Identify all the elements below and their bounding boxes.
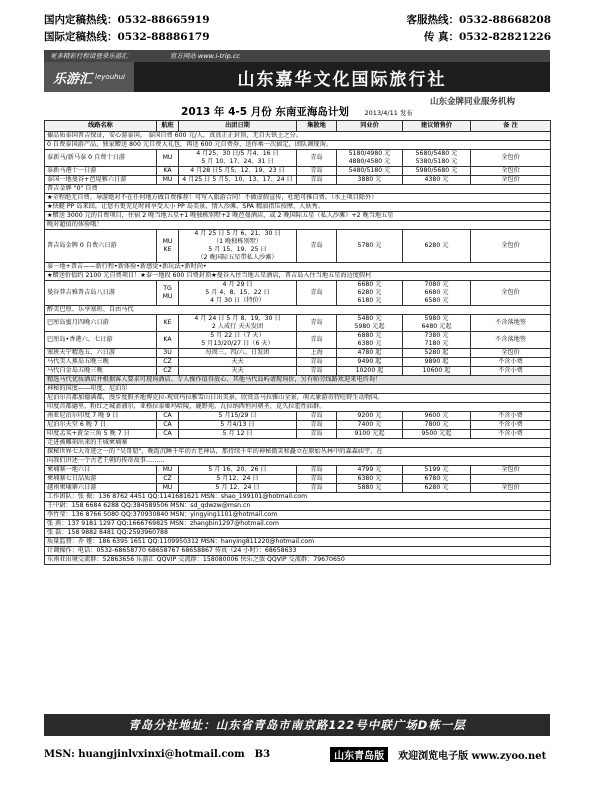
island-section-heading (45, 306, 551, 315)
table-row (45, 484, 551, 493)
route-name: 越南柬埔寨六日游 (45, 484, 157, 493)
trade-price: 4799 元 (337, 466, 403, 475)
flight-code: KA (157, 167, 179, 176)
phuket-bangkok-note-text: 泰一地+普吉——新行程•新体验•新感觉•新玩法•新时尚• (45, 263, 551, 272)
contact-line-text: 王中尉：158 6684 6288 QQ:384589506 MSN：sd_qdwzw@msn.cn (45, 502, 551, 511)
edition-badge: 山东青岛版 (330, 747, 388, 762)
contact-line (45, 547, 551, 556)
island-section-heading-text: 醉美巴厘、乐享塞班、自由马代 (45, 306, 551, 315)
retail-price: 9890 起 (403, 358, 471, 367)
cambodia-intro-note (45, 448, 551, 457)
flight-code: MU KE (157, 230, 179, 263)
flight-code: MU (157, 176, 179, 185)
departure-dates: 5 月15/29 日 (179, 412, 297, 421)
phuket-intro-note (45, 212, 551, 221)
footer-msn: MSN: huangjinlvxinxi@hotmail.com (44, 749, 245, 760)
departure-dates: 天天 (179, 367, 297, 376)
table-row (45, 332, 551, 349)
trade-price: 10200 起 (337, 367, 403, 376)
departure-dates: 5 月 22 日（7 天） 5 月13/20/27 日（6 天） (179, 332, 297, 349)
price-note: 全包价 (471, 484, 551, 493)
contact-line (45, 556, 551, 565)
route-name: 马代白金岛五晚三晚 (45, 367, 157, 376)
price-note: 不含小费 (471, 412, 551, 421)
flight-code: MU (157, 484, 179, 493)
cambodia-intro-note-text: 走进被雕刻出来的王城柬埔寨 (45, 439, 551, 448)
thai-intro-note (45, 141, 551, 150)
flight-code: 3U (157, 349, 179, 358)
price-note: 全包价 (471, 150, 551, 167)
trade-price: 4780 起 (337, 349, 403, 358)
banner-tagline-bar (44, 50, 550, 62)
departure-dates: 5 月 12、24 日 (179, 484, 297, 493)
price-note: 全包价 (471, 167, 551, 176)
table-row (45, 412, 551, 421)
international-hotline: 国际定稿热线：0532-88886179 (44, 31, 210, 43)
route-name: 塞班天宁精选五、六日游 (45, 349, 157, 358)
contact-line (45, 538, 551, 547)
flight-code: CA (157, 430, 179, 439)
trade-price: 5480 元 5980 元起 (337, 315, 403, 332)
page-title-text: 2013 年 4-5 月份 东南亚海岛计划 (181, 106, 349, 118)
retail-price: 7800 元 (403, 421, 471, 430)
publish-date: 2013/4/11 发布 (364, 109, 413, 117)
trade-price: 5780 元 (337, 230, 403, 263)
header-hub: 集散地 (297, 121, 337, 132)
trade-price: 9490 起 (337, 358, 403, 367)
thai-intro-note-text: 0 自费泰国游产品，独家赠送 800 元自费大礼包，再送 600 元自费券，送你乘一次搞定，团队调现询。 (45, 141, 551, 150)
thai-intro-note (45, 132, 551, 141)
price-note: 不含小费 (471, 421, 551, 430)
flight-code: CA (157, 421, 179, 430)
cambodia-intro-note (45, 439, 551, 448)
departure-dates: 4 月 29 日 5 月 4、8、15、22 日 4 月 30 日（特价） (179, 281, 297, 306)
footer-slogan: 欢迎浏览电子版 www.zyoo.net (398, 751, 547, 762)
table-row (45, 475, 551, 484)
departure-hub: 青岛 (297, 167, 337, 176)
phuket-bangkok-note-text: ★赠送价值约 2100 元自费项目！★泰一地段 600 自费封顶★曼谷入住当地五星酒店，普吉岛入住当地五星海边度假村 (45, 272, 551, 281)
phuket-bangkok-note (45, 272, 551, 281)
contact-line (45, 529, 551, 538)
departure-dates: 每周三、四/六、日发团 (179, 349, 297, 358)
departure-dates: 5 月4/13 日 (179, 421, 297, 430)
price-note: 全包价 (471, 349, 551, 358)
flight-code: KA (157, 332, 179, 349)
departure-hub: 青岛 (297, 150, 337, 167)
price-note: 不含小费 (471, 367, 551, 376)
trade-price: 6380 元 (337, 475, 403, 484)
route-name: 柬埔寨一地六日 (45, 466, 157, 475)
flight-code: CA (157, 412, 179, 421)
contact-line-text: 计调操作：电话：0532-68658770 68658767 68658867 传真（24 小时）：68658633 (45, 547, 551, 556)
table-header-row (45, 121, 551, 132)
branch-address-bar: 青岛分社地址：山东省青岛市南京路122号中联广场D栋一层 (44, 714, 550, 736)
table-row (45, 176, 551, 185)
departure-dates: 4 月28 日5 月5、12、19、23 日 (179, 167, 297, 176)
flight-code: KE (157, 315, 179, 332)
trade-price: 3880 元 (337, 176, 403, 185)
phuket-bangkok-note (45, 263, 551, 272)
departure-dates: 4 月25 日 5 月5、10、13、17、24 日 (179, 176, 297, 185)
departure-hub: 青岛 (297, 475, 337, 484)
price-note: 不含小费 (471, 358, 551, 367)
trade-price: 5880 元 (337, 484, 403, 493)
price-note: 不含落地签 (471, 315, 551, 332)
page-title (44, 104, 550, 119)
price-note (471, 475, 551, 484)
flight-code: TG MU (157, 281, 179, 306)
departure-hub: 青岛 (297, 358, 337, 367)
cambodia-intro-note (45, 457, 551, 466)
contact-line (45, 502, 551, 511)
route-name: 泰新马/新马泰 0 自费十日游 (45, 150, 157, 167)
india-intro-note-text: 神秘的国度——印度、尼泊尔 (45, 385, 551, 394)
maldives-note (45, 376, 551, 385)
table-row (45, 315, 551, 332)
flight-code: MU (157, 150, 179, 167)
departure-hub: 青岛 (297, 315, 337, 332)
table-row (45, 281, 551, 306)
contact-line (45, 511, 551, 520)
phuket-intro-note-text: ★赠送 3000 元的自费项目，住宿 2 晚当地五星+1 晚独栋别墅+2 晚芭曼酒店，或 2 晚国际五星（私人沙滩）+2 晚当地五星 (45, 212, 551, 221)
header-trade-price: 同业价 (337, 121, 403, 132)
retail-price: 5199 元 (403, 466, 471, 475)
departure-hub: 上海 (297, 349, 337, 358)
contact-line (45, 520, 551, 529)
company-banner (44, 50, 550, 92)
page-number: B3 (254, 749, 271, 760)
table-row (45, 421, 551, 430)
domestic-hotline: 国内定稿热线：0532-88665919 (44, 14, 210, 26)
leyouhui-logo (44, 62, 134, 92)
table-row (45, 230, 551, 263)
departure-dates: 4 月 24 日 5 月 8、19、30 日 2 人成行 天天发团 (179, 315, 297, 332)
phuket-intro-note (45, 194, 551, 203)
india-intro-note-text: 印度首都德里，粉红之城斋浦尔，亚格拉泰姬玛哈陵，鹿野苑、瓦拉纳西恒河朝圣，克久拉霍性庙群。 (45, 403, 551, 412)
header-flight: 航班 (157, 121, 179, 132)
price-note: 全包价 (471, 466, 551, 475)
india-intro-note (45, 403, 551, 412)
flight-code: CZ (157, 358, 179, 367)
header-dates: 出团日期 (179, 121, 297, 132)
service-hotline: 客服热线：0532-88668208 (406, 14, 551, 26)
departure-hub: 青岛 (297, 412, 337, 421)
itinerary-table-wrap (44, 120, 550, 565)
logo-text-en: leyouhui (95, 73, 125, 81)
flight-code: MU (157, 466, 179, 475)
banner-caption: 山东金牌同业服务机构 (430, 97, 516, 107)
departure-dates: 4 月25、30 日/5 月4、16 日 5 月 10、17、24、31 日 (179, 150, 297, 167)
table-row (45, 466, 551, 475)
retail-price: 5280 起 (403, 349, 471, 358)
departure-hub: 青岛 (297, 281, 337, 306)
table-row (45, 150, 551, 167)
trade-price: 9200 元 (337, 412, 403, 421)
logo-text: 乐游汇 (53, 71, 93, 87)
phuket-intro-note-text: ★全程绝无自费。导游绝对不在任何地方做自费推荐！可写入旅游合同！不做虚假宣传，杜绝可推自费。（水上项目除外） (45, 194, 551, 203)
maldives-note-text: 精选马代优质酒店并根据客人要求可现询酒店、专人操作值得放心、其他马代岛屿请现询价，另有帕劳线路欢迎来电咨询！ (45, 376, 551, 385)
india-intro-note (45, 385, 551, 394)
route-name: 印度孟买+黄金三角 5 晚 7 日 (45, 430, 157, 439)
table-row (45, 430, 551, 439)
route-name: 曼谷普吉雅普吉岛八日游 (45, 281, 157, 306)
hotline-header (44, 12, 551, 48)
departure-dates: 5 月12、24 日 (179, 475, 297, 484)
retail-price: 10600 起 (403, 367, 471, 376)
phuket-intro-note (45, 185, 551, 194)
phuket-intro-note-text: 普吉金牌 "0" 自费 (45, 185, 551, 194)
departure-dates: 5 月 12 日 (179, 430, 297, 439)
retail-price: 4380 元 (403, 176, 471, 185)
retail-price: 7380 元 7180 元 (403, 332, 471, 349)
india-intro-note (45, 394, 551, 403)
header-notes: 备 注 (471, 121, 551, 132)
retail-price: 9600 元 (403, 412, 471, 421)
cambodia-intro-note-text: 向我们讲述一个古老王朝的传奇故事……… (45, 457, 551, 466)
table-row (45, 167, 551, 176)
price-note: 不含落地签 (471, 332, 551, 349)
departure-hub: 青岛 (297, 421, 337, 430)
trade-price: 5480/5180 元 (337, 167, 403, 176)
route-name: 泰新马港十一日游 (45, 167, 157, 176)
fax-number: 传 真：0532-82821226 (423, 31, 551, 43)
header-route: 线路名称 (45, 121, 157, 132)
retail-price: 6280 元 (403, 484, 471, 493)
departure-hub: 青岛 (297, 230, 337, 263)
departure-dates: 天天 (179, 358, 297, 367)
departure-dates: 5 月 16、20、26 日 (179, 466, 297, 475)
phuket-intro-note (45, 203, 551, 212)
retail-price: 5980 元 6480 元起 (403, 315, 471, 332)
retail-price: 5980/5680 元 (403, 167, 471, 176)
banner-site: 官方网站 www.i-trip.cc (169, 52, 240, 60)
contact-line (45, 493, 551, 502)
trade-price: 9100 元起 (337, 430, 403, 439)
route-name: 马代美人蕉岛五晚三晚 (45, 358, 157, 367)
company-name: 山东嘉华文化国际旅行社 (237, 69, 447, 90)
india-intro-note-text: 尼泊尔首都加德满都，漫步度假圣地博克拉-观赏玛拉雅雪山日出美景，欣赏喜马拉雅山全景，萌大象游奇特旺野生动物国。 (45, 394, 551, 403)
phuket-intro-note-text: 晚对超值的体验哦！ (45, 221, 551, 230)
departure-hub: 青岛 (297, 176, 337, 185)
price-note: 全包价 (471, 230, 551, 263)
contact-line-text: 李竹莹：136 8766 5080 QQ:370930840 MSN：yingying1101@hotmail.com (45, 511, 551, 520)
retail-price: 6780 元 (403, 475, 471, 484)
trade-price: 6880 元 6380 元 (337, 332, 403, 349)
trade-price: 7400 元 (337, 421, 403, 430)
contact-line-text: 张 燕：137 9181 1297 QQ:1666769825 MSN：zhangbin1297@hotmail.com (45, 520, 551, 529)
thai-intro-note-text: 傣品质泰国普吉保证，安心游泰国。 泰国自费 600 元/人，真真正正封顶，无自天铁上之分。 (45, 132, 551, 141)
contact-line-text: 工作团队：张 振：136 8762 4451 QQ:1141681621 MSN：shao_199101@hotmail.com (45, 493, 551, 502)
contact-line-text: 张 磊：158 9882 8481 QQ:2593960788 (45, 529, 551, 538)
banner-main-bar (44, 62, 550, 92)
phuket-intro-note-text: ★快艇 PP 岛来回，让您有更充足时间享受大小 PP 岛美景，情人沙滩、SPA 精油指压按摩、人妖秀。 (45, 203, 551, 212)
header-retail-price: 建议销售价 (403, 121, 471, 132)
departure-hub: 青岛 (297, 332, 337, 349)
retail-price: 5680/5480 元 5380/5180 元 (403, 150, 471, 167)
flight-code: CZ (157, 367, 179, 376)
table-row (45, 358, 551, 367)
route-name: 巴厘岛蜜月四晚六日游 (45, 315, 157, 332)
route-name: 普吉岛金牌 0 自费六日游 (45, 230, 157, 263)
retail-price: 6280 元 (403, 230, 471, 263)
route-name: 南亚尼泊尔印度 7 晚 9 日 (45, 412, 157, 421)
price-note: 不含小费 (471, 430, 551, 439)
contact-line-text: 东南亚出境交流群：52863656 乐游汇 QQVIP 交流群：158080006 快乐之旅 QQVIP 交流群：79670650 (45, 556, 551, 565)
trade-price: 5180/4980 元 4880/4580 元 (337, 150, 403, 167)
page-footer (44, 747, 550, 762)
table-row (45, 367, 551, 376)
route-name: 泰国一地曼谷+芭堤雅六日游 (45, 176, 157, 185)
retail-price: 7080 元 6680 元 6580 元 (403, 281, 471, 306)
flight-code: CZ (157, 475, 179, 484)
cambodia-intro-note-text: 探秘世界七大奇迹之一的 "吴哥窟"，晚霞沉睡千年的古老神话，那持续千年的神秘微笑和矗立在原始丛林中的森森庙宇，在 (45, 448, 551, 457)
departure-hub: 青岛 (297, 367, 337, 376)
departure-hub: 青岛 (297, 484, 337, 493)
trade-price: 6680 元 6280 元 6180 元 (337, 281, 403, 306)
route-name: 巴厘岛•香港六、七日游 (45, 332, 157, 349)
contact-line-text: 质量监督：乔 娅：186 6395 1651 QQ:1109950312 MSN：hanying811220@hotmail.com (45, 538, 551, 547)
phuket-intro-note (45, 221, 551, 230)
itinerary-table (44, 120, 551, 565)
price-note: 全包价 (471, 176, 551, 185)
route-name: 柬埔寨七日品质游 (45, 475, 157, 484)
price-note: 全包价 (471, 281, 551, 306)
table-row (45, 349, 551, 358)
departure-hub: 青岛 (297, 466, 337, 475)
route-name: 尼泊尔天堂 6 晚 7 日 (45, 421, 157, 430)
retail-price: 9500 元起 (403, 430, 471, 439)
departure-dates: 4 月 25 日 5 月 6、21、30 日 （1 晚独栋别墅） 5 月 15、19、25 日 （2 晚国际五星带私人沙滩） (179, 230, 297, 263)
departure-hub: 青岛 (297, 430, 337, 439)
banner-tagline: 更多精彩行程请登录乐游汇 (50, 52, 128, 60)
